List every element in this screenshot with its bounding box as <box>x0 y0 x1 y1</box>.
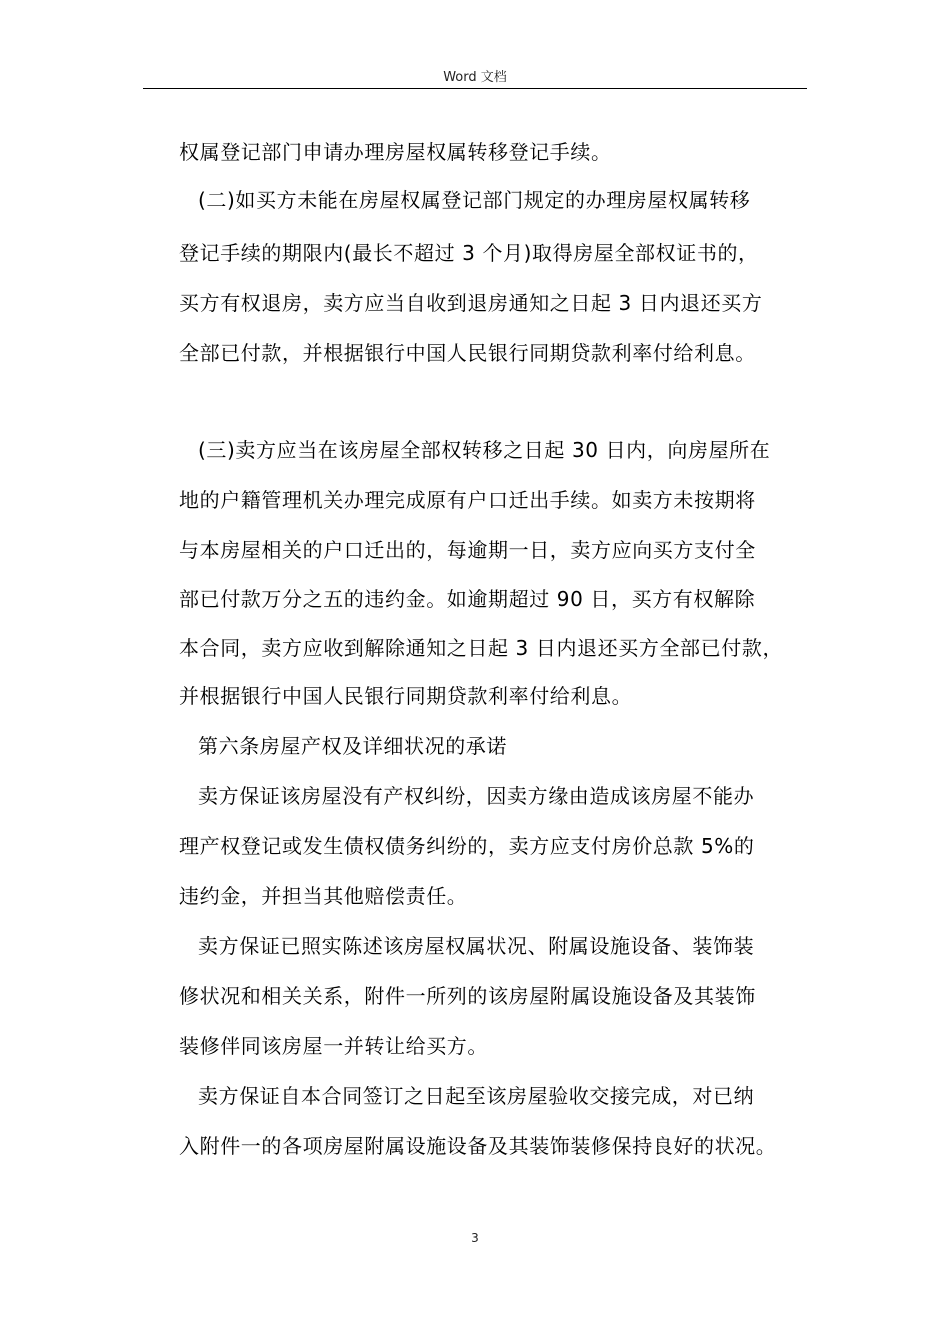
page-number: 3 <box>471 1231 479 1245</box>
text-line: 部已付款万分之五的违约金。如逾期超过 90 日，买方有权解除 <box>179 587 756 611</box>
text-line: 理产权登记或发生债权债务纠纷的，卖方应支付房价总款 5%的 <box>179 834 755 858</box>
text-line: 权属登记部门申请办理房屋权属转移登记手续。 <box>179 140 612 164</box>
text-line: (三)卖方应当在该房屋全部权转移之日起 30 日内，向房屋所在 <box>198 438 771 462</box>
text-line: 装修伴同该房屋一并转让给买方。 <box>179 1034 488 1058</box>
text-line: 卖方保证该房屋没有产权纠纷，因卖方缘由造成该房屋不能办 <box>198 784 755 808</box>
text-line: 登记手续的期限内(最长不超过 3 个月)取得房屋全部权证书的， <box>179 241 759 265</box>
text-line: 修状况和相关关系，附件一所列的该房屋附属设施设备及其装饰 <box>179 984 756 1008</box>
text-line: 买方有权退房，卖方应当自收到退房通知之日起 3 日内退还买方 <box>179 291 763 315</box>
header-divider <box>143 88 807 89</box>
text-line: 与本房屋相关的户口迁出的，每逾期一日，卖方应向买方支付全 <box>179 538 756 562</box>
text-line: 卖方保证自本合同签订之日起至该房屋验收交接完成，对已纳 <box>198 1084 755 1108</box>
page-header-title: Word 文档 <box>443 70 507 85</box>
text-line: 本合同，卖方应收到解除通知之日起 3 日内退还买方全部已付款， <box>179 636 784 660</box>
text-line: (二)如买方未能在房屋权属登记部门规定的办理房屋权属转移 <box>198 188 751 212</box>
text-line: 卖方保证已照实陈述该房屋权属状况、附属设施设备、装饰装 <box>198 934 755 958</box>
text-line: 违约金，并担当其他赔偿责任。 <box>179 884 468 908</box>
section-heading: 第六条房屋产权及详细状况的承诺 <box>198 734 507 758</box>
text-line: 并根据银行中国人民银行同期贷款利率付给利息。 <box>179 684 633 708</box>
text-line: 入附件一的各项房屋附属设施设备及其装饰装修保持良好的状况。 <box>179 1134 777 1158</box>
text-line: 全部已付款，并根据银行中国人民银行同期贷款利率付给利息。 <box>179 341 756 365</box>
text-line: 地的户籍管理机关办理完成原有户口迁出手续。如卖方未按期将 <box>179 488 756 512</box>
